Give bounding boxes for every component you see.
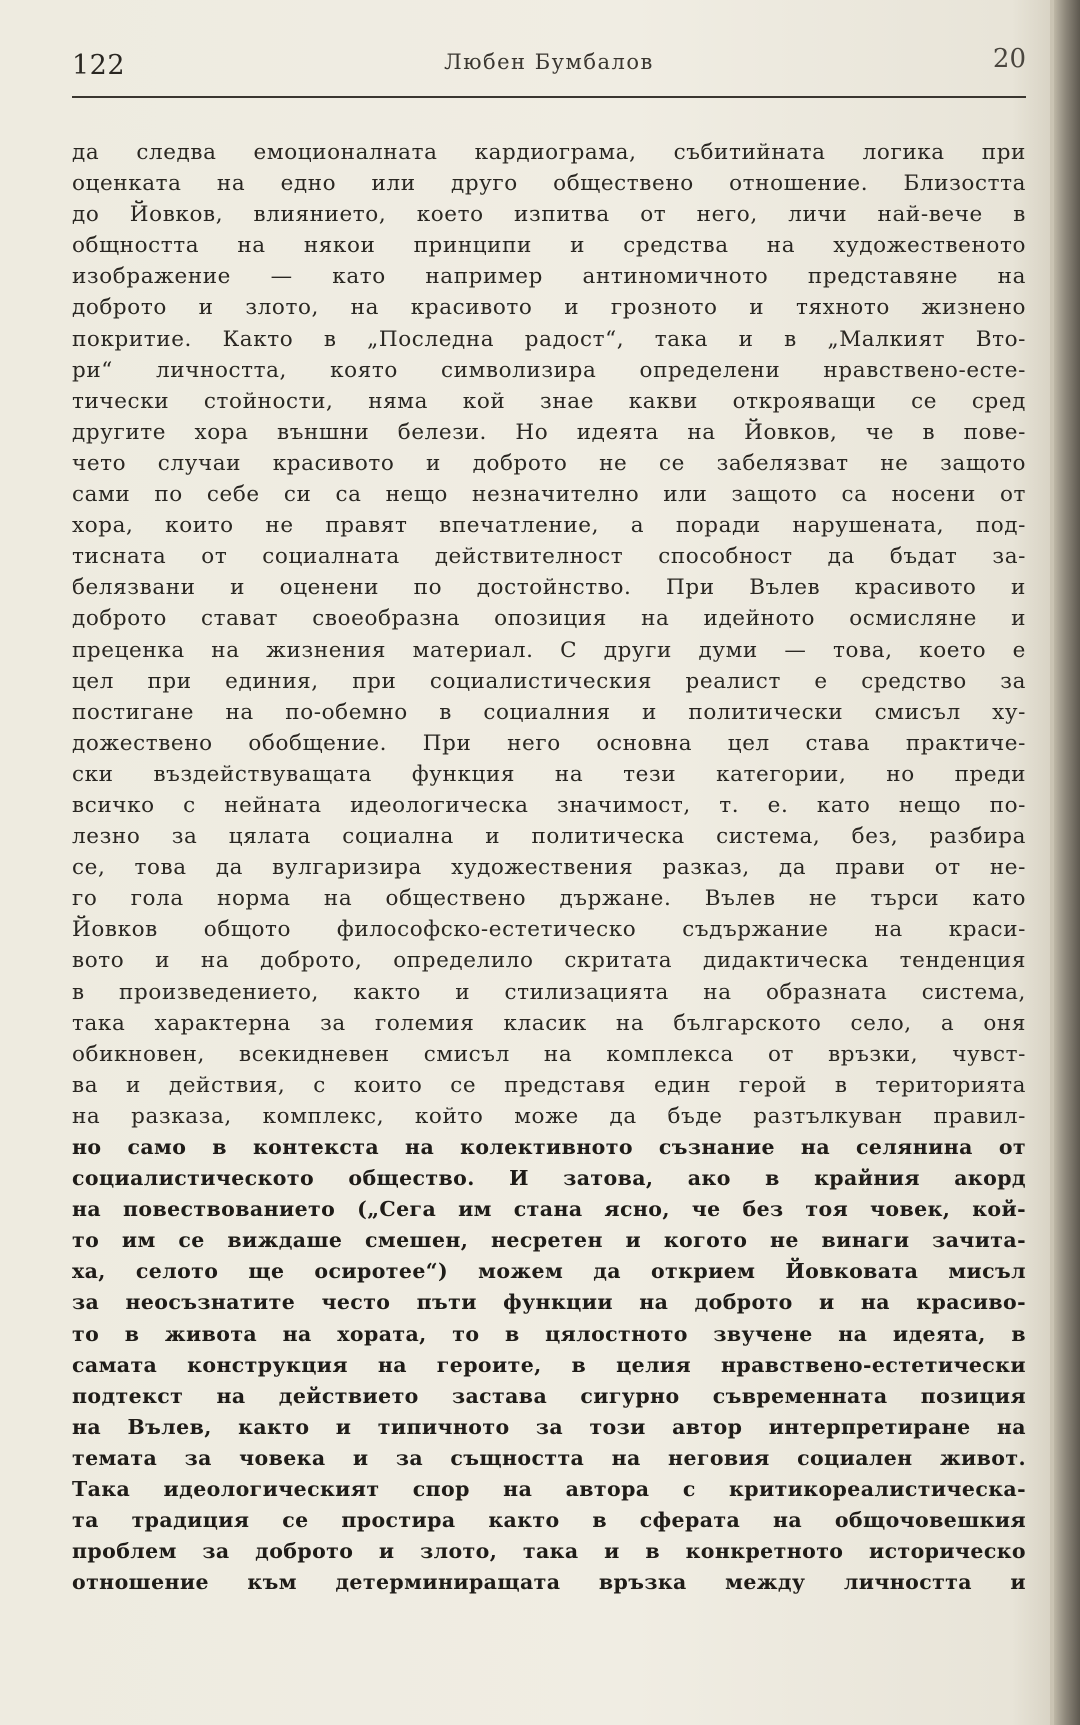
text-line: социалистическото общество. И затова, ако в крайния акорд	[72, 1166, 1026, 1191]
text-line: общността на някои принципи и средства на художественото	[72, 233, 1026, 259]
header-rule	[72, 96, 1026, 98]
text-line: обикновен, всекидневен смисъл на комплекса от връзки, чувст-	[72, 1041, 1026, 1067]
text-line: Така идеологическият спор на автора с критикореалистическа-	[72, 1477, 1026, 1502]
text-line: преценка на жизнения материал. С други думи — това, което е	[72, 637, 1026, 663]
text-line: се, това да вулгаризира художествения разказ, да прави от не-	[72, 855, 1026, 881]
text-line: Йовков общото философско-естетическо съдържание на краси-	[72, 917, 1026, 943]
book-spine	[1054, 0, 1080, 1725]
text-line: го гола норма на обществено държане. Вълев не търси като	[72, 886, 1026, 912]
text-line: хора, които не правят впечатление, а поради нарушената, под-	[72, 513, 1026, 539]
text-line: оценката на едно или друго обществено отношение. Близостта	[72, 171, 1026, 197]
text-line: изображение — като например антиномичното представяне на	[72, 264, 1026, 290]
text-line: покритие. Както в „Последна радост“, така и в „Малкият Вто-	[72, 326, 1026, 352]
text-line: белязвани и оценени по достойнство. При Вълев красивото и	[72, 575, 1026, 601]
text-line: постигане на по-обемно в социалния и политически смисъл ху-	[72, 699, 1026, 725]
text-line: но само в контекста на колективното съзнание на селянина от	[72, 1135, 1026, 1159]
text-line: на Вълев, както и типичното за този автор интерпретиране на	[72, 1414, 1026, 1439]
text-line: подтекст на действието застава сигурно съвременната позиция	[72, 1383, 1026, 1408]
text-line: да следва емоционалната кардиограма, събитийната логика при	[72, 140, 1026, 165]
text-line: отношение към детерминиращата връзка между личността и	[72, 1570, 1026, 1595]
text-line: доброто стават своеобразна опозиция на идейното осмисляне и	[72, 606, 1026, 632]
text-line: чето случаи красивото и доброто не се забелязват не защото	[72, 450, 1026, 476]
text-line: другите хора външни белези. Но идеята на Йовков, че в пове-	[72, 419, 1026, 445]
text-line: темата за човека и за същността на неговия социален живот.	[72, 1445, 1026, 1470]
text-line: вото и на доброто, определило скритата дидактическа тенденция	[72, 948, 1026, 974]
text-line: самата конструкция на героите, в целия нравствено-естетически	[72, 1352, 1026, 1377]
text-line: за неосъзнатите често пъти функции на доброто и на красиво-	[72, 1290, 1026, 1315]
text-line: то им се виждаше смешен, несретен и когото не винаги зачита-	[72, 1228, 1026, 1253]
text-line: сами по себе си са нещо незначително или защото са носени от	[72, 482, 1026, 508]
text-line: ри“ личността, която символизира определени нравствено-есте-	[72, 357, 1026, 383]
text-line: ски въздействуващата функция на тези категории, но преди	[72, 761, 1026, 787]
text-line: цел при единия, при социалистическия реалист е средство за	[72, 668, 1026, 694]
text-line: ха, селото ще осиротее“) можем да открием Йовковата мисъл	[72, 1259, 1026, 1284]
text-line: всичко с нейната идеологическа значимост, т. е. като нещо по-	[72, 792, 1026, 818]
text-line: тически стойности, няма кой знае какви открояващи се сред	[72, 388, 1026, 414]
text-line: та традиция се простира както в сферата на общочовешкия	[72, 1508, 1026, 1533]
text-line: то в живота на хората, то в цялостното звучене на идеята, в	[72, 1321, 1026, 1346]
text-line: дожествено обобщение. При него основна цел става практиче-	[72, 730, 1026, 756]
text-line: на повествованието („Сега им стана ясно, че без тоя човек, кой-	[72, 1197, 1026, 1222]
text-line: ва и действия, с които се представя един герой в територията	[72, 1072, 1026, 1098]
text-line: до Йовков, влиянието, което изпитва от него, личи най-вече в	[72, 202, 1026, 228]
text-line: в произведението, както и стилизацията на образната система,	[72, 979, 1026, 1005]
body-text	[72, 137, 1026, 1598]
text-line: тиснатa от социалната действителност способност да бъдат за-	[72, 544, 1026, 570]
text-line: на разказа, комплекс, който може да бъде разтълкуван правил-	[72, 1103, 1026, 1129]
text-line: проблем за доброто и злото, така и в конкретното историческо	[72, 1539, 1026, 1564]
corner-mark: 20	[992, 44, 1026, 74]
text-line: доброто и злото, на красивото и грозното и тяхното жизнено	[72, 295, 1026, 321]
text-line: така характерна за големия класик на българското село, а оня	[72, 1010, 1026, 1036]
page-header	[72, 44, 1026, 88]
page-number: 122	[72, 50, 126, 81]
running-head-author: Любен Бумбалов	[444, 50, 654, 74]
text-line: лезно за цялата социална и политическа система, без, разбира	[72, 824, 1026, 850]
